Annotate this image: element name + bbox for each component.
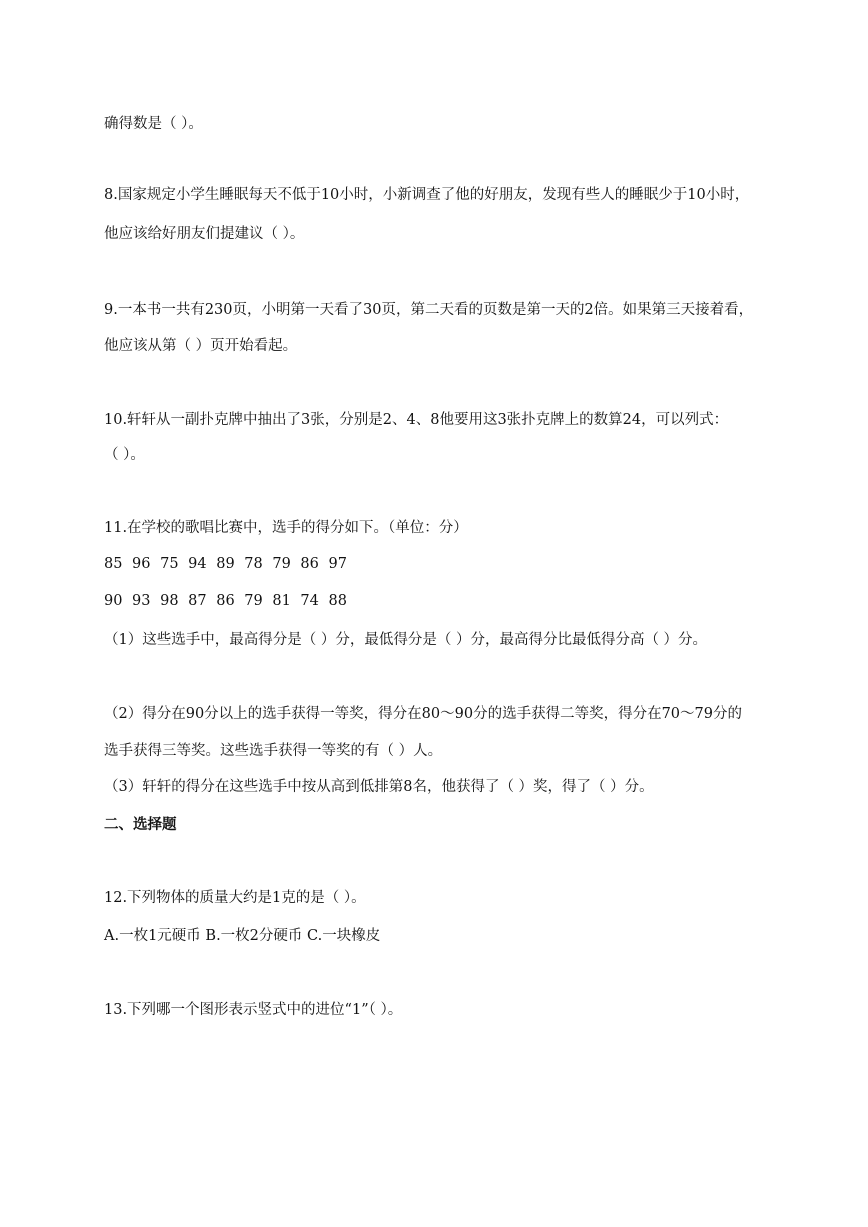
q11-part-3: （3）轩轩的得分在这些选手中按从高到低排第8名，他获得了（ ）奖，得了（ ）分。 — [104, 779, 654, 795]
q8-line-2: 他应该给好朋友们提建议（ ）。 — [104, 226, 305, 242]
q7-continuation: 确得数是（ ）。 — [104, 116, 203, 132]
q12-stem: 12.下列物体的质量大约是1克的是（ ）。 — [104, 890, 366, 906]
q12-options: A.一枚1元硬币 B.一枚2分硬币 C.一块橡皮 — [104, 928, 381, 944]
q11-scores-row-1: 85 96 75 94 89 78 79 86 97 — [104, 556, 347, 572]
q9-line-1: 9.一本书一共有230页，小明第一天看了30页，第二天看的页数是第一天的2倍。如果第三天接着看， — [104, 302, 754, 318]
q11-part-2-line-1: （2）得分在90分以上的选手获得一等奖，得分在80～90分的选手获得二等奖，得分在70～79分的 — [104, 706, 742, 722]
q13-stem: 13.下列哪一个图形表示竖式中的进位“1”（ ）。 — [104, 1002, 403, 1018]
section-heading-choice: 二、选择题 — [104, 817, 177, 833]
q11-scores-row-2: 90 93 98 87 86 79 81 74 88 — [104, 593, 347, 609]
q11-part-1: （1）这些选手中，最高得分是（ ）分，最低得分是（ ）分，最高得分比最低得分高（ ）分。 — [104, 632, 708, 648]
q9-line-2: 他应该从第（ ）页开始看起。 — [104, 338, 298, 354]
q10-line-2: （ ）。 — [104, 447, 145, 463]
q8-line-1: 8.国家规定小学生睡眠每天不低于10小时，小新调查了他的好朋友，发现有些人的睡眠少于10小时， — [104, 187, 750, 203]
q11-intro: 11.在学校的歌唱比赛中，选手的得分如下。（单位：分） — [104, 520, 468, 536]
q11-part-2-line-2: 选手获得三等奖。这些选手获得一等奖的有（ ）人。 — [104, 743, 443, 759]
q10-line-1: 10.轩轩从一副扑克牌中抽出了3张，分别是2、4、8他要用这3张扑克牌上的数算24，可以列式： — [104, 412, 729, 428]
